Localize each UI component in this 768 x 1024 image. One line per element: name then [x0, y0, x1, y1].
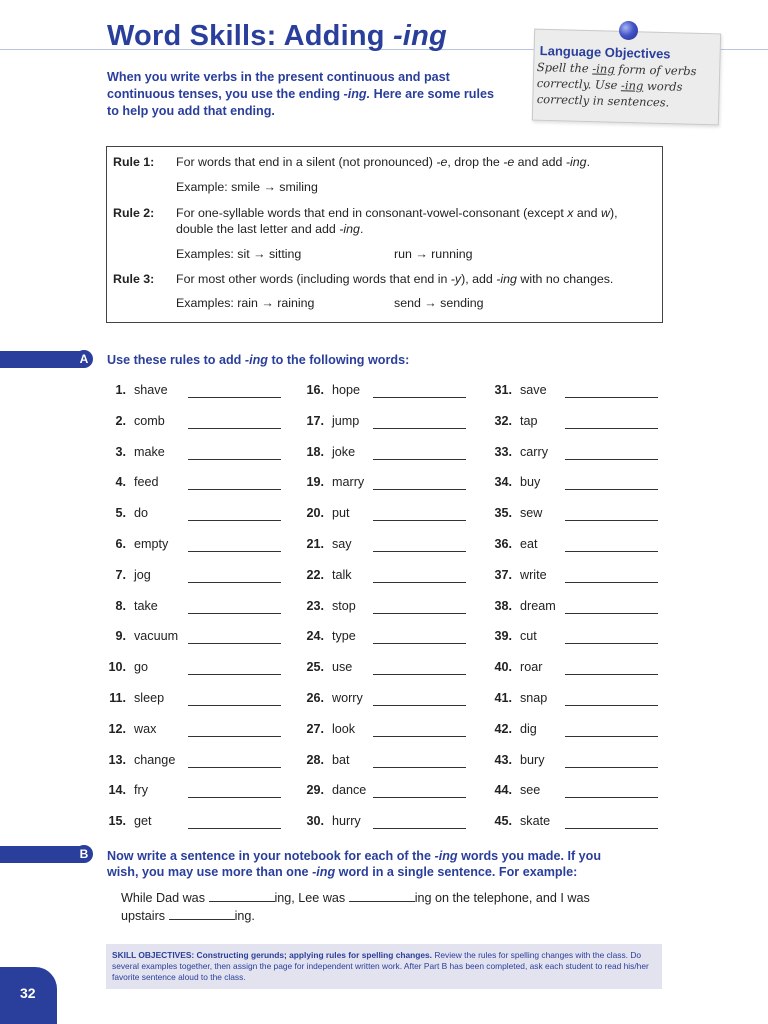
answer-line[interactable]	[188, 613, 281, 614]
answer-line[interactable]	[188, 705, 281, 706]
rule-3-y: -y	[450, 272, 462, 286]
answer-line[interactable]	[565, 736, 658, 737]
answer-line[interactable]	[188, 674, 281, 675]
answer-line[interactable]	[373, 428, 466, 429]
word-item-number: 40.	[494, 660, 512, 674]
rule-3-text	[176, 272, 613, 286]
word-item-word: empty	[134, 537, 169, 551]
rule-2-line-2a: double the last letter and add	[176, 222, 340, 236]
rule-1-e1: -e	[436, 155, 448, 169]
word-item-word: carry	[520, 445, 548, 459]
answer-line[interactable]	[188, 736, 281, 737]
answer-line[interactable]	[188, 397, 281, 398]
word-item-number: 12.	[108, 722, 126, 736]
word-item-word: talk	[332, 568, 352, 582]
word-item-number: 45.	[494, 814, 512, 828]
answer-line[interactable]	[373, 613, 466, 614]
title-suffix: -ing	[392, 20, 447, 52]
word-item-number: 11.	[109, 691, 126, 705]
word-item-word: sew	[520, 506, 543, 520]
rule-1-ing: -ing	[565, 155, 587, 169]
word-item-word: stop	[332, 599, 356, 613]
example-1c: ing on the telephone, and I was	[414, 891, 590, 905]
section-b-bar	[0, 846, 84, 863]
answer-line[interactable]	[565, 428, 658, 429]
answer-line[interactable]	[188, 797, 281, 798]
answer-line[interactable]	[565, 613, 658, 614]
word-item-word: jog	[134, 568, 151, 582]
word-item-word: put	[332, 506, 350, 520]
example-sentence-line-1	[121, 891, 590, 905]
word-item-word: feed	[134, 475, 159, 489]
section-b-l1a: Now write a sentence in your notebook for each of the	[107, 849, 435, 863]
answer-line[interactable]	[373, 797, 466, 798]
answer-line[interactable]	[565, 705, 658, 706]
word-item-word: bury	[520, 753, 545, 767]
answer-line[interactable]	[188, 459, 281, 460]
word-item-number: 30.	[306, 814, 324, 828]
word-item-number: 7.	[115, 568, 126, 582]
section-a-bar	[0, 351, 84, 368]
word-item-number: 16.	[306, 383, 324, 397]
answer-line[interactable]	[373, 489, 466, 490]
answer-line[interactable]	[188, 489, 281, 490]
answer-line[interactable]	[565, 767, 658, 768]
word-item-number: 31.	[494, 383, 512, 397]
word-item-word: eat	[520, 537, 538, 551]
answer-line[interactable]	[565, 582, 658, 583]
word-item-number: 37.	[494, 568, 512, 582]
word-item-number: 6.	[115, 537, 126, 551]
section-b-l2b: word in a single sentence. For example:	[335, 865, 578, 879]
section-b-l2a: wish, you may use more than one	[107, 865, 313, 879]
answer-line[interactable]	[373, 674, 466, 675]
word-item-word: bat	[332, 753, 350, 767]
answer-line[interactable]	[188, 551, 281, 552]
answer-line[interactable]	[373, 582, 466, 583]
rule-3-example-2: send → sending	[394, 296, 484, 310]
rule-2-ing: -ing	[339, 222, 360, 236]
answer-line[interactable]	[373, 828, 466, 829]
rule-2-line-1b: ),	[609, 206, 618, 220]
rule-1-text-c: and add	[514, 155, 566, 169]
word-item-number: 23.	[306, 599, 324, 613]
section-a-text-b: to the following words:	[267, 353, 410, 367]
word-item-number: 36.	[494, 537, 512, 551]
rule-2-w: w	[600, 206, 610, 220]
word-item-word: joke	[332, 445, 356, 459]
answer-line[interactable]	[373, 767, 466, 768]
rule-2-line-2b: .	[359, 222, 364, 236]
word-item-word: sleep	[134, 691, 165, 705]
word-item-word: fry	[134, 783, 148, 797]
word-item-word: take	[134, 599, 158, 613]
word-item-word: hurry	[332, 814, 361, 828]
word-item-number: 20.	[306, 506, 324, 520]
answer-line[interactable]	[373, 643, 466, 644]
word-item-word: go	[134, 660, 149, 674]
word-item-number: 34.	[494, 475, 512, 489]
word-item-number: 35.	[494, 506, 512, 520]
answer-blank	[349, 891, 415, 902]
answer-line[interactable]	[188, 428, 281, 429]
rule-1-text-d: .	[586, 155, 591, 169]
rule-2-line-1a: For one-syllable words that end in consonant-vowel-consonant (except	[176, 206, 568, 220]
word-item-number: 39.	[494, 629, 512, 643]
word-item-number: 26.	[306, 691, 324, 705]
note-line-2a: correctly. Use	[536, 76, 622, 93]
section-a-badge: A	[75, 350, 93, 368]
word-item-word: look	[332, 722, 356, 736]
intro-text	[107, 69, 497, 120]
word-item-word: wax	[134, 722, 157, 736]
answer-line[interactable]	[565, 643, 658, 644]
word-item-word: dream	[520, 599, 556, 613]
word-item-word: snap	[520, 691, 548, 705]
rule-1-example: Example: smile → smiling	[176, 180, 318, 194]
answer-line[interactable]	[188, 828, 281, 829]
word-item-word: shave	[134, 383, 168, 397]
word-item-number: 22.	[306, 568, 324, 582]
word-item-number: 5.	[115, 506, 126, 520]
rule-2-line-2	[176, 222, 363, 236]
word-item-word: make	[134, 445, 165, 459]
rule-2-example-1: Examples: sit → sitting	[176, 247, 302, 261]
rule-2-x: x	[567, 206, 574, 220]
word-item-number: 32.	[494, 414, 512, 428]
answer-line[interactable]	[373, 397, 466, 398]
rule-2-and: and	[573, 206, 601, 220]
word-item-number: 17.	[306, 414, 324, 428]
word-item-number: 38.	[494, 599, 512, 613]
section-b-l1b: words you made. If you	[457, 849, 602, 863]
word-item-word: write	[520, 568, 547, 582]
word-item-word: comb	[134, 414, 165, 428]
word-item-number: 24.	[306, 629, 324, 643]
page-title	[107, 20, 447, 53]
rule-1-text	[176, 155, 590, 169]
section-b-instruction-1	[107, 848, 601, 864]
word-item-word: get	[134, 814, 152, 828]
rule-3-ing: -ing	[496, 272, 517, 286]
word-item-word: save	[520, 383, 547, 397]
answer-line[interactable]	[565, 797, 658, 798]
word-item-number: 1.	[115, 383, 126, 397]
word-item-number: 9.	[115, 629, 126, 643]
word-item-word: worry	[332, 691, 363, 705]
word-item-word: type	[332, 629, 356, 643]
word-item-number: 42.	[494, 722, 512, 736]
word-item-number: 21.	[306, 537, 324, 551]
note-line-1b: form of verbs	[614, 62, 697, 79]
rule-2-line-1	[176, 206, 618, 220]
word-item-number: 14.	[108, 783, 126, 797]
word-item-word: tap	[520, 414, 538, 428]
answer-line[interactable]	[188, 582, 281, 583]
answer-line[interactable]	[373, 705, 466, 706]
answer-line[interactable]	[188, 767, 281, 768]
note-line-1u: -ing	[592, 61, 615, 77]
example-2a: upstairs	[121, 909, 169, 923]
section-b-instruction-2	[107, 864, 577, 880]
rule-3-text-a: For most other words (including words that end in	[176, 272, 451, 286]
section-a-ing: -ing	[244, 353, 268, 367]
answer-line[interactable]	[565, 397, 658, 398]
rule-1-text-a: For words that end in a silent (not pronounced)	[176, 155, 437, 169]
word-item-number: 13.	[108, 753, 126, 767]
note-line-3: correctly in sentences.	[536, 92, 670, 110]
word-item-number: 2.	[115, 414, 126, 428]
answer-line[interactable]	[373, 736, 466, 737]
section-b-l2ing: -ing	[312, 865, 336, 879]
note-line-2u: -ing	[620, 78, 644, 93]
word-item-word: do	[134, 506, 149, 520]
word-item-number: 27.	[306, 722, 324, 736]
note-line-2b: words	[643, 78, 683, 94]
answer-line[interactable]	[188, 520, 281, 521]
word-item-number: 19.	[306, 475, 324, 489]
answer-line[interactable]	[188, 643, 281, 644]
title-main: Word Skills: Adding	[107, 20, 393, 52]
note-line-1a: Spell the	[536, 60, 593, 76]
section-a-instruction	[107, 352, 409, 368]
word-item-number: 43.	[494, 753, 512, 767]
answer-line[interactable]	[565, 520, 658, 521]
rule-3-text-c: with no changes.	[516, 272, 614, 286]
answer-line[interactable]	[373, 520, 466, 521]
example-1a: While Dad was	[121, 891, 209, 905]
rule-1-e2: -e	[503, 155, 515, 169]
section-a-text-a: Use these rules to add	[107, 353, 245, 367]
word-item-number: 3.	[115, 445, 126, 459]
rule-1-text-b: , drop the	[447, 155, 504, 169]
answer-line[interactable]	[373, 551, 466, 552]
word-item-number: 10.	[108, 660, 126, 674]
word-item-word: skate	[520, 814, 551, 828]
rule-3-example-1: Examples: rain → raining	[176, 296, 315, 310]
note-title: Language Objectives	[539, 43, 671, 62]
word-item-number: 33.	[494, 445, 512, 459]
word-item-number: 28.	[306, 753, 324, 767]
intro-part2: Here are some rules to help you add that ending.	[107, 87, 495, 118]
word-item-word: vacuum	[134, 629, 179, 643]
word-item-word: marry	[332, 475, 365, 489]
pushpin-icon	[619, 21, 638, 40]
word-item-word: see	[520, 783, 541, 797]
word-item-word: change	[134, 753, 176, 767]
skill-bold: Constructing gerunds; applying rules for spelling changes.	[194, 950, 433, 960]
rule-3-label: Rule 3:	[113, 272, 155, 286]
word-item-number: 25.	[306, 660, 324, 674]
word-item-word: say	[332, 537, 352, 551]
answer-line[interactable]	[565, 674, 658, 675]
word-item-word: dig	[520, 722, 537, 736]
word-item-number: 18.	[306, 445, 324, 459]
intro-ing: -ing.	[343, 87, 371, 101]
word-item-number: 44.	[494, 783, 512, 797]
word-item-number: 41.	[494, 691, 512, 705]
intro-part1: When you write verbs in the present continuous and past continuous tenses, you use the ending	[107, 70, 450, 101]
example-2b: ing.	[234, 909, 255, 923]
rule-1-label: Rule 1:	[113, 155, 155, 169]
example-1b: ing, Lee was	[274, 891, 349, 905]
word-item-word: roar	[520, 660, 543, 674]
word-item-word: cut	[520, 629, 537, 643]
rule-2-example-2: run → running	[394, 247, 473, 261]
example-sentence-line-2	[121, 909, 255, 923]
word-item-number: 4.	[115, 475, 126, 489]
answer-blank	[209, 891, 275, 902]
word-item-word: hope	[332, 383, 361, 397]
answer-line[interactable]	[565, 828, 658, 829]
word-item-number: 8.	[115, 599, 126, 613]
skill-text: Review the rules for spelling changes with the class. Do several examples together, then assign the page for independent written work. After Part B has been completed, ask each student to read his/her favorite sentence aloud to the class.	[112, 950, 649, 982]
skill-label: SKILL OBJECTIVES:	[112, 950, 195, 960]
answer-line[interactable]	[565, 489, 658, 490]
rule-3-text-b: ), add	[461, 272, 497, 286]
word-item-word: jump	[332, 414, 360, 428]
answer-line[interactable]	[565, 459, 658, 460]
word-item-number: 29.	[306, 783, 324, 797]
word-item-number: 15.	[108, 814, 126, 828]
section-b-badge: B	[75, 845, 93, 863]
word-item-word: buy	[520, 475, 541, 489]
word-item-word: dance	[332, 783, 367, 797]
page-number: 32	[20, 985, 36, 1001]
skill-objectives-text	[112, 950, 652, 983]
answer-blank	[169, 909, 235, 920]
answer-line[interactable]	[565, 551, 658, 552]
section-b-l1ing: -ing	[434, 849, 458, 863]
answer-line[interactable]	[373, 459, 466, 460]
word-item-word: use	[332, 660, 353, 674]
rule-2-label: Rule 2:	[113, 206, 155, 220]
